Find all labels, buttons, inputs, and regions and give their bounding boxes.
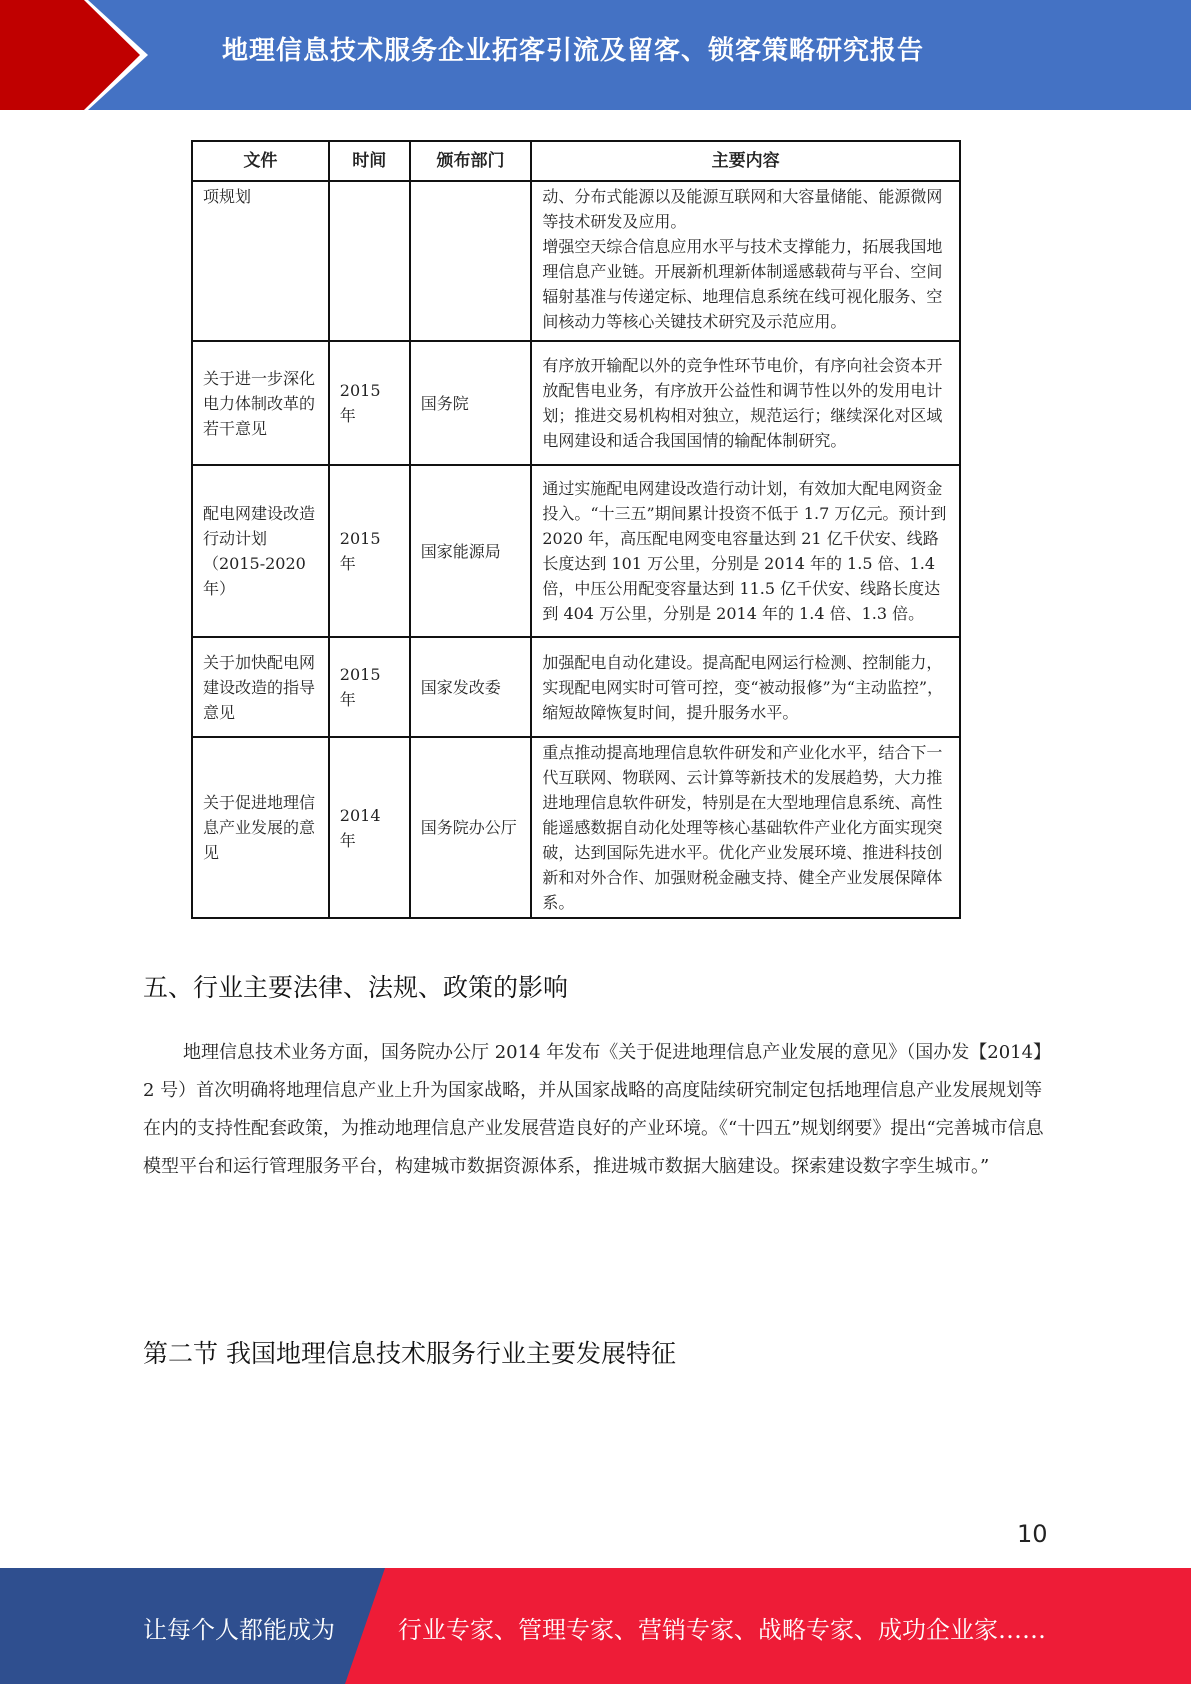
report-title: 地理信息技术服务企业拓客引流及留客、锁客策略研究报告 bbox=[222, 36, 925, 66]
cell-dept bbox=[410, 181, 532, 341]
column-header-dept: 颁布部门 bbox=[410, 141, 532, 181]
column-header-file: 文件 bbox=[192, 141, 329, 181]
cell-time: 2015 年 bbox=[329, 341, 410, 465]
table-row bbox=[192, 465, 960, 637]
cell-content: 动、分布式能源以及能源互联网和大容量储能、能源微网等技术研发及应用。 增强空天综合信息应用水平与技术支撑能力，拓展我国地理信息产业链。开展新机理新体制遥感载荷与平台、空间辐射基准与传递定标、地理信息系统在线可视化服务、空间核动力等核心关键技术研究及示范应用。 bbox=[531, 181, 960, 341]
cell-content: 有序放开输配以外的竞争性环节电价，有序向社会资本开放配售电业务，有序放开公益性和调节性以外的发用电计划；推进交易机构相对独立，规范运行；继续深化对区域电网建设和适合我国国情的输配体制研究。 bbox=[531, 341, 960, 465]
cell-content: 加强配电自动化建设。提高配电网运行检测、控制能力，实现配电网实时可管可控，变“被动报修”为“主动监控”，缩短故障恢复时间，提升服务水平。 bbox=[531, 637, 960, 737]
cell-file: 关于促进地理信息产业发展的意见 bbox=[192, 737, 329, 918]
cell-file: 项规划 bbox=[192, 181, 329, 341]
cell-time: 2015 年 bbox=[329, 465, 410, 637]
section-heading: 五、行业主要法律、法规、政策的影响 bbox=[143, 973, 569, 1002]
page-footer bbox=[0, 1568, 1191, 1684]
footer-slogan-right: 行业专家、管理专家、营销专家、战略专家、成功企业家…… bbox=[398, 1616, 1046, 1644]
table-row bbox=[192, 341, 960, 465]
table-row bbox=[192, 181, 960, 341]
cell-time: 2014 年 bbox=[329, 737, 410, 918]
cell-time: 2015 年 bbox=[329, 637, 410, 737]
table-row bbox=[192, 737, 960, 918]
table-row bbox=[192, 637, 960, 737]
chapter-heading: 第二节 我国地理信息技术服务行业主要发展特征 bbox=[143, 1339, 676, 1368]
cell-dept: 国务院 bbox=[410, 341, 532, 465]
column-header-content: 主要内容 bbox=[531, 141, 960, 181]
cell-file: 关于加快配电网建设改造的指导意见 bbox=[192, 637, 329, 737]
footer-slogan-left: 让每个人都能成为 bbox=[143, 1616, 335, 1644]
body-paragraph: 地理信息技术业务方面，国务院办公厅 2014 年发布《关于促进地理信息产业发展的意见》（国办发【2014】2 号）首次明确将地理信息产业上升为国家战略，并从国家战略的高度陆续研究制定包括地理信息产业发展规划等在内的支持性配套政策，为推动地理信息产业发展营造良好的产业环境。《“十四五”规划纲要》提出“完善城市信息模型平台和运行管理服务平台，构建城市数据资源体系，推进城市数据大脑建设。探索建设数字孪生城市。” bbox=[143, 1042, 1044, 1177]
column-header-time: 时间 bbox=[329, 141, 410, 181]
cell-file: 配电网建设改造行动计划（2015-2020年） bbox=[192, 465, 329, 637]
header-arrow-red bbox=[0, 0, 150, 110]
cell-content: 重点推动提高地理信息软件研发和产业化水平，结合下一代互联网、物联网、云计算等新技术的发展趋势，大力推进地理信息软件研发，特别是在大型地理信息系统、高性能遥感数据自动化处理等核心基础软件产业化方面实现突破，达到国际先进水平。优化产业发展环境、推进科技创新和对外合作、加强财税金融支持、健全产业发展保障体系。 bbox=[531, 737, 960, 918]
policy-table bbox=[191, 140, 961, 919]
cell-content: 通过实施配电网建设改造行动计划，有效加大配电网资金投入。“十三五”期间累计投资不低于 1.7 万亿元。预计到 2020 年，高压配电网变电容量达到 21 亿千伏安、线路长度达到 101 万公里，分别是 2014 年的 1.5 倍、1.4 倍，中压公用配变容量达到 11.5 亿千伏安、线路长度达到 404 万公里，分别是 2014 年的 1.4 倍、1.3 倍。 bbox=[531, 465, 960, 637]
page-header bbox=[0, 0, 1191, 110]
cell-dept: 国家能源局 bbox=[410, 465, 532, 637]
cell-dept: 国家发改委 bbox=[410, 637, 532, 737]
cell-dept: 国务院办公厅 bbox=[410, 737, 532, 918]
cell-file: 关于进一步深化电力体制改革的若干意见 bbox=[192, 341, 329, 465]
cell-time bbox=[329, 181, 410, 341]
table-header-row bbox=[192, 141, 960, 181]
page-number: 10 bbox=[1017, 1520, 1048, 1548]
